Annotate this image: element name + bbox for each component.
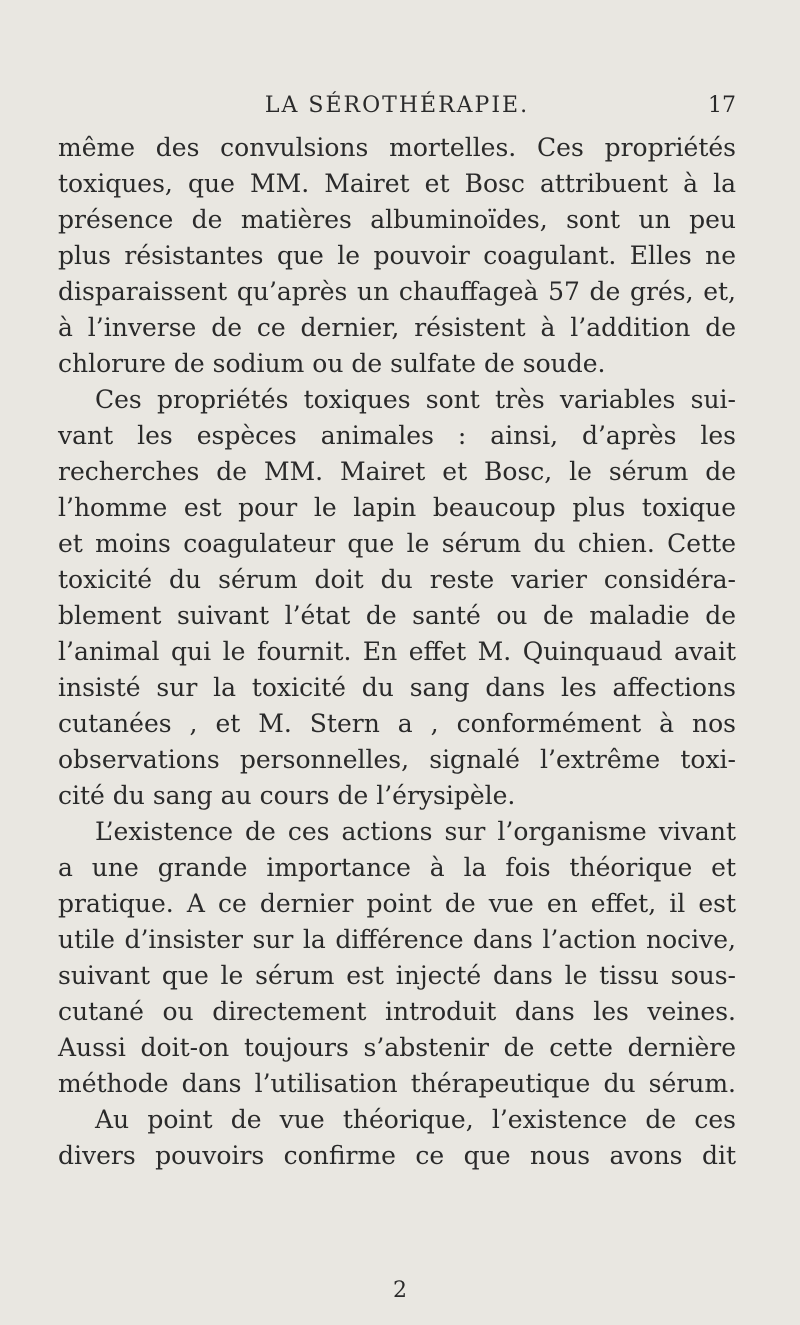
text-line: l’homme est pour le lapin beaucoup plus toxique — [58, 493, 736, 522]
text-line: Aussi doit-on toujours s’abstenir de cette dernière — [58, 1033, 736, 1062]
running-head — [58, 90, 736, 122]
text-line: L’existence de ces actions sur l’organisme vivant — [95, 817, 736, 846]
text-line: Au point de vue théorique, l’existence de ces — [95, 1105, 736, 1134]
text-line: et moins coagulateur que le sérum du chien. Cette — [58, 529, 736, 558]
text-line: divers pouvoirs confirme ce que nous avons dit — [58, 1141, 736, 1170]
text-line: chlorure de sodium ou de sulfate de soude. — [58, 349, 606, 378]
text-line: a une grande importance à la fois théorique et — [58, 853, 736, 882]
text-line: disparaissent qu’après un chauffageà 57 de grés, et, — [58, 277, 736, 306]
text-line: pratique. A ce dernier point de vue en effet, il est — [58, 889, 736, 918]
text-line: observations personnelles, signalé l’extrême toxi- — [58, 745, 736, 774]
text-line: cutanées , et M. Stern a , conformément à nos — [58, 709, 736, 738]
text-line: Ces propriétés toxiques sont très variables sui- — [95, 385, 736, 414]
text-line: toxiques, que MM. Mairet et Bosc attribuent à la — [58, 169, 736, 198]
text-line: suivant que le sérum est injecté dans le tissu sous- — [58, 961, 736, 990]
text-line: cutané ou directement introduit dans les veines. — [58, 997, 736, 1026]
text-line: toxicité du sérum doit du reste varier considéra- — [58, 565, 736, 594]
signature-mark: 2 — [393, 1278, 407, 1303]
text-line: même des convulsions mortelles. Ces propriétés — [58, 133, 736, 162]
running-title: LA SÉROTHÉRAPIE. — [264, 93, 530, 118]
text-line: utile d’insister sur la différence dans l’action nocive, — [58, 925, 736, 954]
text-line: l’animal qui le fournit. En effet M. Quinquaud avait — [58, 637, 736, 666]
text-line: cité du sang au cours de l’érysipèle. — [58, 781, 516, 810]
text-line: présence de matières albuminoïdes, sont un peu — [58, 205, 736, 234]
text-line: insisté sur la toxicité du sang dans les affections — [58, 673, 736, 702]
page-number: 17 — [708, 93, 736, 118]
text-line: à l’inverse de ce dernier, résistent à l’addition de — [58, 313, 736, 342]
text-line: plus résistantes que le pouvoir coagulant. Elles ne — [58, 241, 736, 270]
text-line: recherches de MM. Mairet et Bosc, le sérum de — [58, 457, 736, 486]
text-line: méthode dans l’utilisation thérapeutique du sérum. — [58, 1069, 736, 1098]
text-line: blement suivant l’état de santé ou de maladie de — [58, 601, 736, 630]
text-line: vant les espèces animales : ainsi, d’après les — [58, 421, 736, 450]
